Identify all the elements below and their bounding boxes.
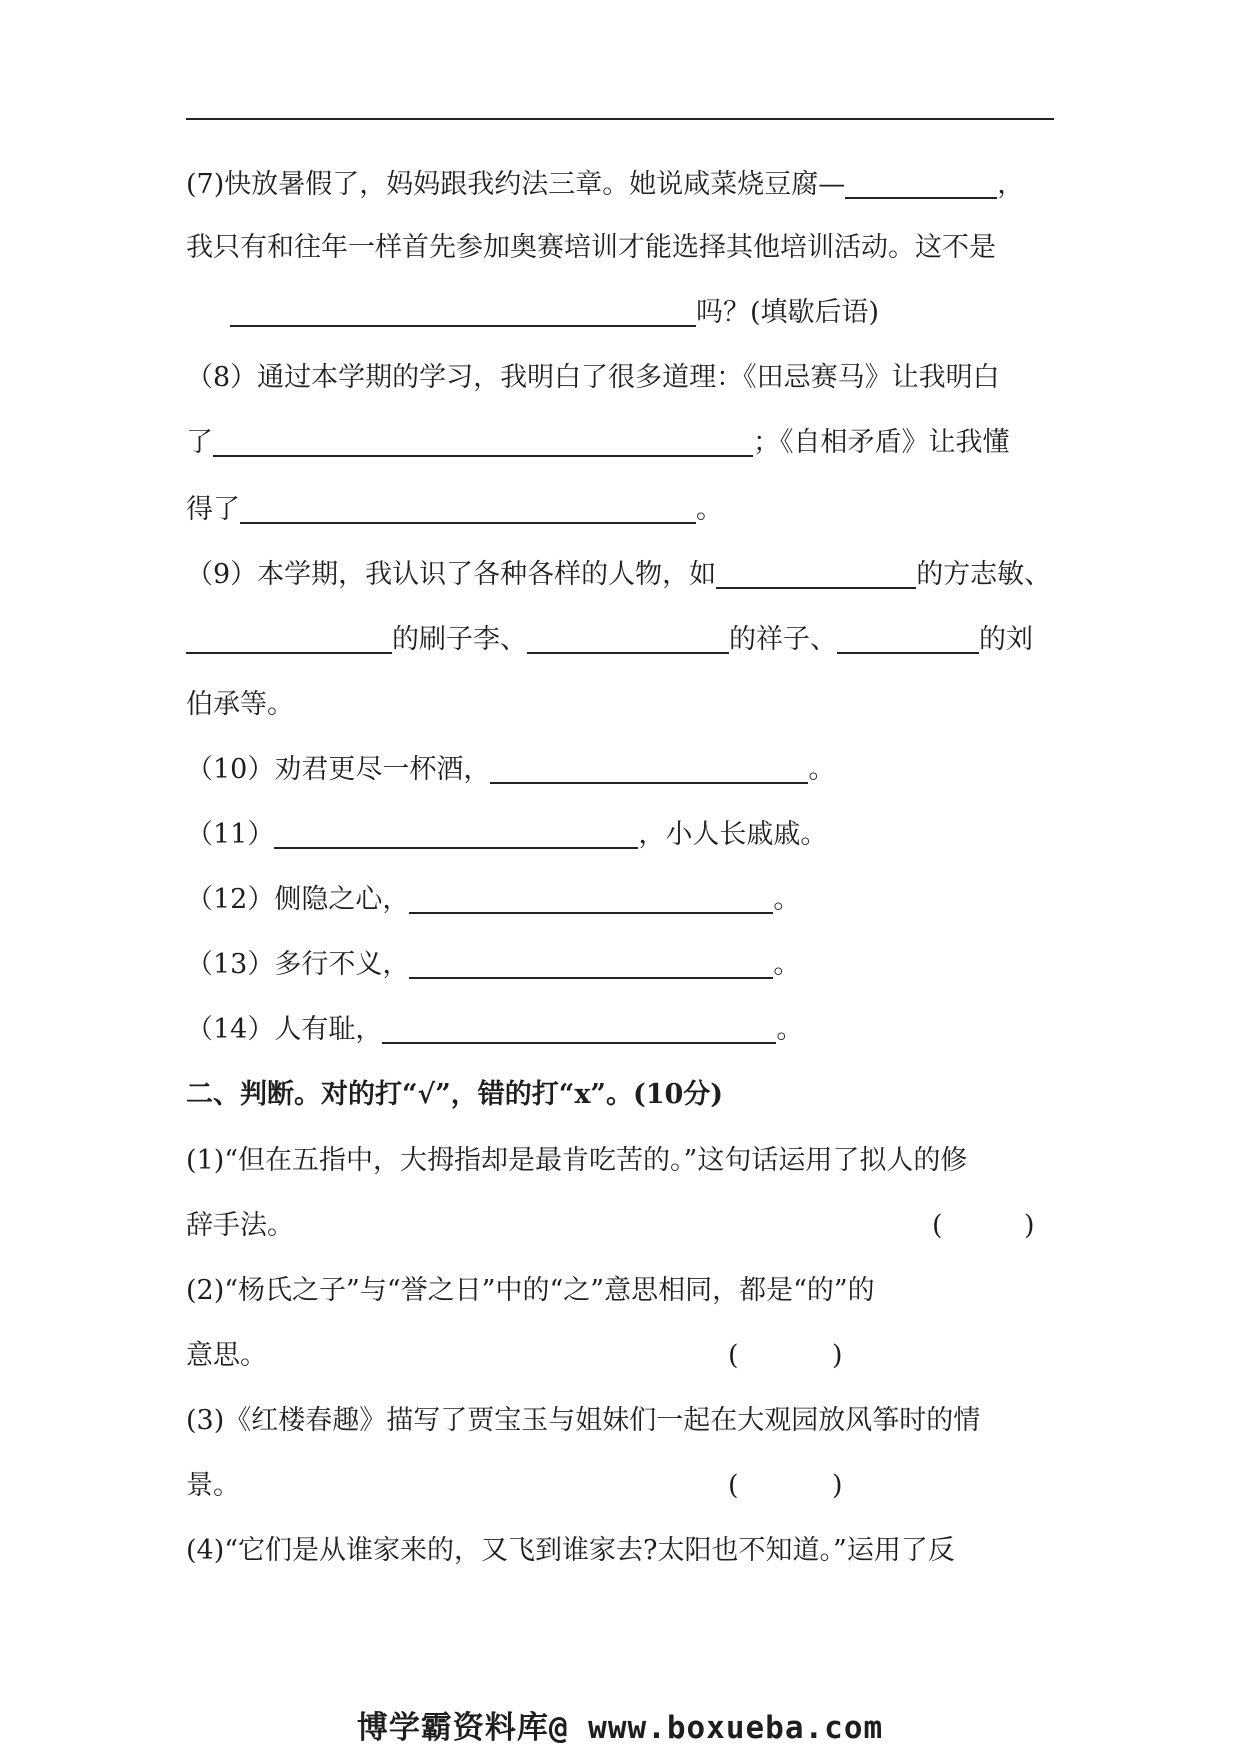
q10-text-b: 。 xyxy=(808,754,836,785)
q12-text-a: （12）侧隐之心， xyxy=(186,884,410,915)
q7-text-a: (7)快放暑假了，妈妈跟我约法三章。她说咸菜烧豆腐— xyxy=(186,169,846,200)
q8-text-c: ；《自相矛盾》让我懂 xyxy=(753,427,1010,458)
judge2-line-1: (2)“杨氏之子”与“誉之日”中的“之”意思相同，都是“的”的 xyxy=(186,1275,875,1306)
q7-blank-1[interactable] xyxy=(845,167,997,199)
q13-text-b: 。 xyxy=(773,949,801,980)
judge4-line-1: (4)“它们是从谁家来的，又飞到谁家去?太阳也不知道。”运用了反 xyxy=(186,1535,955,1566)
section2-heading: 二、判断。对的打“√”，错的打“x”。(10分) xyxy=(186,1079,724,1110)
judge3-answer-close[interactable]: ) xyxy=(832,1470,843,1501)
q11-blank[interactable] xyxy=(274,817,638,849)
q7-text-c: 我只有和往年一样首先参加奥赛培训才能选择其他培训活动。这不是 xyxy=(186,232,996,263)
q12-text-b: 。 xyxy=(773,884,801,915)
q9-text-d: 的祥子、 xyxy=(729,624,837,655)
q8-blank-1[interactable] xyxy=(213,425,753,457)
judge1-line-1: (1)“但在五指中，大拇指却是最肯吃苦的。”这句话运用了拟人的修 xyxy=(186,1145,968,1176)
q7-text-b: ， xyxy=(997,169,1025,200)
q9-blank-3[interactable] xyxy=(527,622,729,654)
q9-text-e: 的刘 xyxy=(979,624,1033,655)
q9-text-b: 的方志敏、 xyxy=(916,559,1052,590)
q9-line-1 xyxy=(186,555,1051,595)
footer-url: @ www.boxueba.com xyxy=(548,1710,884,1746)
judge1-answer-close[interactable]: ) xyxy=(1024,1210,1035,1241)
q7-text-d: 吗？(填歇后语) xyxy=(696,297,880,328)
q9-line-2 xyxy=(186,620,1033,660)
q14-text-a: （14）人有耻， xyxy=(186,1014,383,1045)
q8-text-b: 了 xyxy=(186,427,213,458)
q12-line xyxy=(186,880,800,920)
judge1-answer-open[interactable]: ( xyxy=(932,1210,943,1241)
footer-watermark xyxy=(0,1702,1240,1747)
q13-blank[interactable] xyxy=(409,947,773,979)
q9-text-c: 的刷子李、 xyxy=(392,624,527,655)
q9-text-a: （9）本学期，我认识了各种各样的人物，如 xyxy=(186,559,717,590)
q14-line xyxy=(186,1010,803,1050)
q11-text-a: （11） xyxy=(186,819,275,850)
judge3-line-1: (3)《红楼春趣》描写了贾宝玉与姐妹们一起在大观园放风筝时的情 xyxy=(186,1405,981,1436)
footer-site-name: 博学霸资料库 xyxy=(356,1710,549,1746)
q14-blank[interactable] xyxy=(382,1012,776,1044)
judge3-line-2: 景。 xyxy=(186,1470,240,1501)
q8-text-e: 。 xyxy=(696,494,723,525)
judge3-answer-open[interactable]: ( xyxy=(728,1470,739,1501)
q8-line-2 xyxy=(186,423,1010,463)
top-rule xyxy=(186,118,1054,120)
q9-line-3 xyxy=(186,685,294,725)
judge2-answer-open[interactable]: ( xyxy=(728,1340,739,1371)
q14-text-b: 。 xyxy=(776,1014,804,1045)
q7-line-2 xyxy=(186,228,996,268)
q7-blank-2[interactable] xyxy=(230,295,696,327)
q9-blank-2[interactable] xyxy=(186,622,392,654)
judge2-line-2: 意思。 xyxy=(186,1340,267,1371)
q13-text-a: （13）多行不义， xyxy=(186,949,410,980)
q13-line xyxy=(186,945,800,985)
q10-text-a: （10）劝君更尽一杯酒， xyxy=(186,754,491,785)
q8-blank-2[interactable] xyxy=(240,492,696,524)
q9-blank-1[interactable] xyxy=(716,557,916,589)
q11-line xyxy=(186,815,827,855)
q10-blank[interactable] xyxy=(490,752,808,784)
q7-line-1 xyxy=(186,165,1024,205)
q10-line xyxy=(186,750,835,790)
q8-line-3 xyxy=(186,490,723,530)
q8-line-1 xyxy=(186,358,1000,398)
q12-blank[interactable] xyxy=(409,882,773,914)
q9-blank-4[interactable] xyxy=(837,622,979,654)
judge1-line-2: 辞手法。 xyxy=(186,1210,294,1241)
judge2-answer-close[interactable]: ) xyxy=(832,1340,843,1371)
q8-text-d: 得了 xyxy=(186,494,240,525)
q9-text-f: 伯承等。 xyxy=(186,689,294,720)
q7-line-3 xyxy=(230,293,879,333)
q11-text-b: ，小人长戚戚。 xyxy=(638,819,828,850)
q8-text-a: （8）通过本学期的学习，我明白了很多道理：《田忌赛马》让我明白 xyxy=(186,362,1000,393)
